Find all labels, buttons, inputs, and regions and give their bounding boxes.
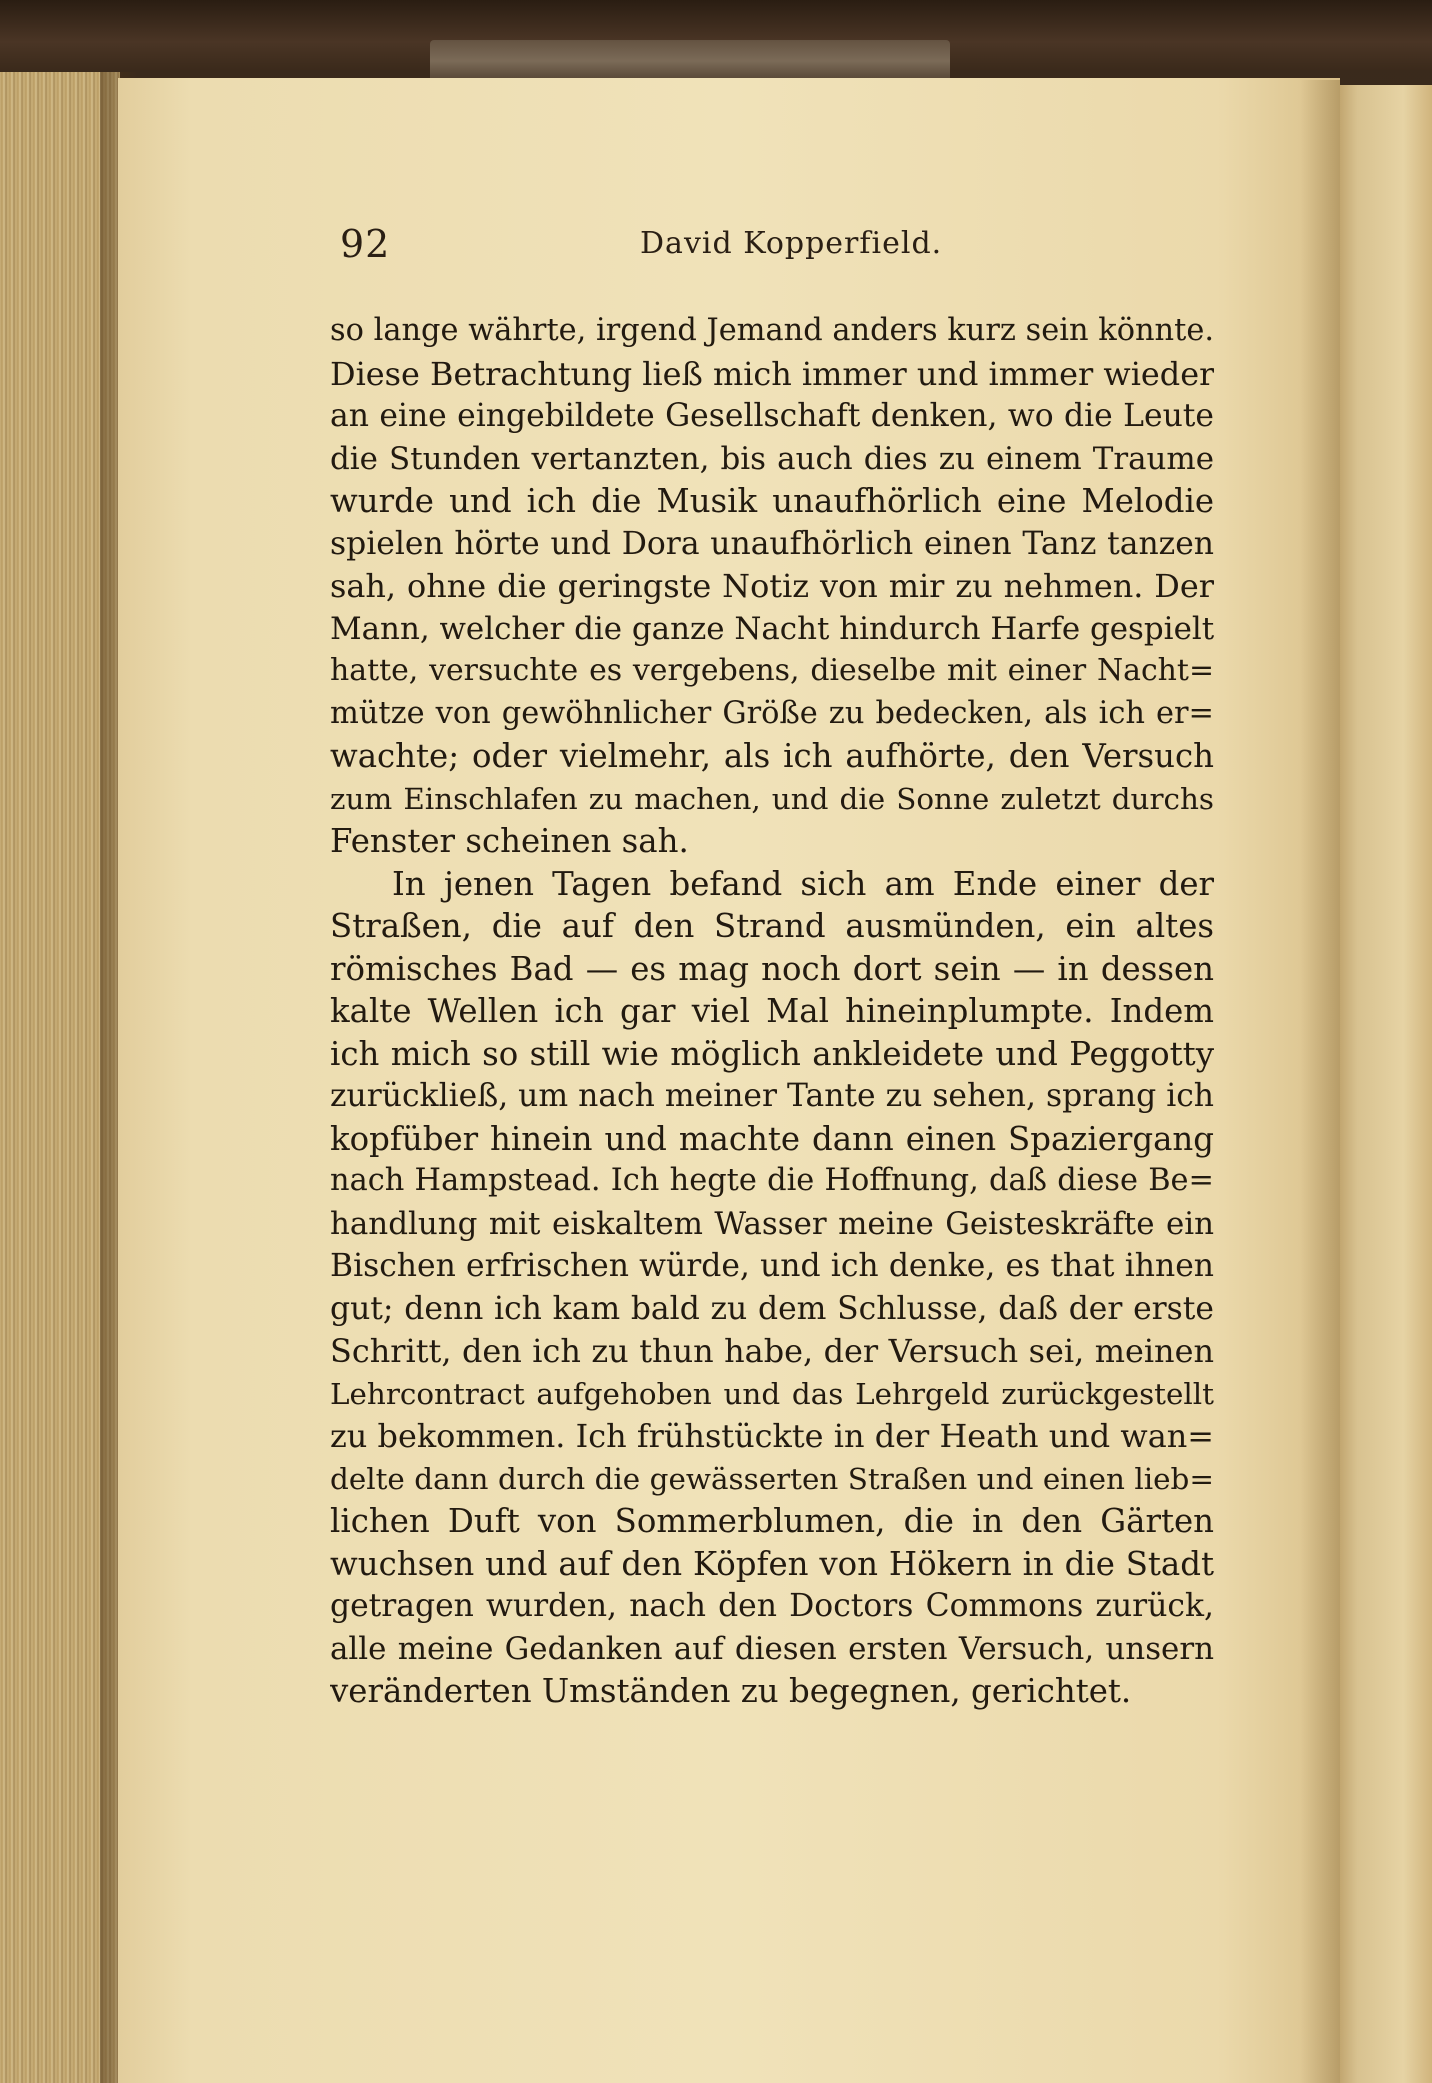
text-line: Fenster scheinen sah. — [330, 822, 689, 860]
text-line: die Stunden vertanzten, bis auch dies zu einem Traume — [330, 440, 1214, 477]
text-line: zum Einschlafen zu machen, und die Sonne zuletzt durchs — [330, 781, 1214, 816]
text-line: veränderten Umständen zu begegnen, gerichtet. — [330, 1672, 1132, 1710]
text-line: In jenen Tagen befand sich am Ende einer der — [392, 864, 1214, 903]
text-line: wurde und ich die Musik unaufhörlich eine Melodie — [330, 482, 1214, 520]
book-spine-strip — [430, 40, 950, 82]
text-line: nach Hampstead. Ich hegte die Hoffnung, daß diese Be= — [330, 1163, 1214, 1198]
text-line: getragen wurden, nach den Doctors Commons zurück, — [330, 1588, 1214, 1624]
running-title: David Kopperfield. — [640, 226, 943, 261]
text-line: Straßen, die auf den Strand ausmünden, ein altes — [330, 907, 1214, 945]
text-line: römisches Bad — es mag noch dort sein — in dessen — [330, 949, 1214, 988]
text-line: handlung mit eiskaltem Wasser meine Geisteskräfte ein — [330, 1205, 1214, 1242]
text-line: wuchsen und auf den Köpfen von Hökern in die Stadt — [330, 1544, 1214, 1583]
text-line: alle meine Gedanken auf diesen ersten Versuch, unsern — [330, 1630, 1214, 1667]
text-line: spielen hörte und Dora unaufhörlich einen Tanz tanzen — [330, 525, 1214, 562]
text-line: so lange währte, irgend Jemand anders kurz sein könnte. — [330, 313, 1214, 348]
text-line: kalte Wellen ich gar viel Mal hineinplumpte. Indem — [330, 992, 1214, 1030]
text-line: Schritt, den ich zu thun habe, der Versuch sei, meinen — [330, 1332, 1214, 1370]
text-line: sah, ohne die geringste Notiz von mir zu nehmen. Der — [330, 567, 1214, 605]
text-line: Mann, welcher die ganze Nacht hindurch Harfe gespielt — [330, 610, 1214, 647]
text-line: hatte, versuchte es vergebens, dieselbe mit einer Nacht= — [330, 653, 1214, 688]
page-number: 92 — [340, 222, 391, 266]
text-line: an eine eingebildete Gesellschaft denken, wo die Leute — [330, 398, 1214, 434]
body-text — [330, 310, 1214, 1713]
text-line: Bischen erfrischen würde, und ich denke, es that ihnen — [330, 1248, 1214, 1284]
paragraph-2 — [330, 863, 1214, 1713]
text-line: mütze von gewöhnlicher Größe zu bedecken, als ich er= — [330, 695, 1214, 731]
text-line: delte dann durch die gewässerten Straßen und einen lieb= — [330, 1461, 1214, 1496]
text-line: ich mich so still wie möglich ankleidete und Peggotty — [330, 1034, 1214, 1073]
text-line: kopfüber hinein und machte dann einen Spaziergang — [330, 1119, 1214, 1158]
page-gutter-shadow — [1300, 80, 1340, 2083]
text-line: wachte; oder vielmehr, als ich aufhörte, den Versuch — [330, 737, 1214, 775]
text-line: Lehrcontract aufgehoben und das Lehrgeld zurückgestellt — [330, 1376, 1214, 1411]
text-line: zurückließ, um nach meiner Tante zu sehen, sprang ich — [330, 1078, 1214, 1114]
text-line: zu bekommen. Ich frühstückte in der Heath und wan= — [330, 1417, 1214, 1455]
text-line: gut; denn ich kam bald zu dem Schlusse, daß der erste — [330, 1290, 1214, 1327]
paragraph-1 — [330, 310, 1214, 863]
facing-page-edge — [1330, 85, 1432, 2083]
text-line: lichen Duft von Sommerblumen, die in den Gärten — [330, 1502, 1214, 1540]
text-line: Diese Betrachtung ließ mich immer und immer wieder — [330, 354, 1214, 393]
